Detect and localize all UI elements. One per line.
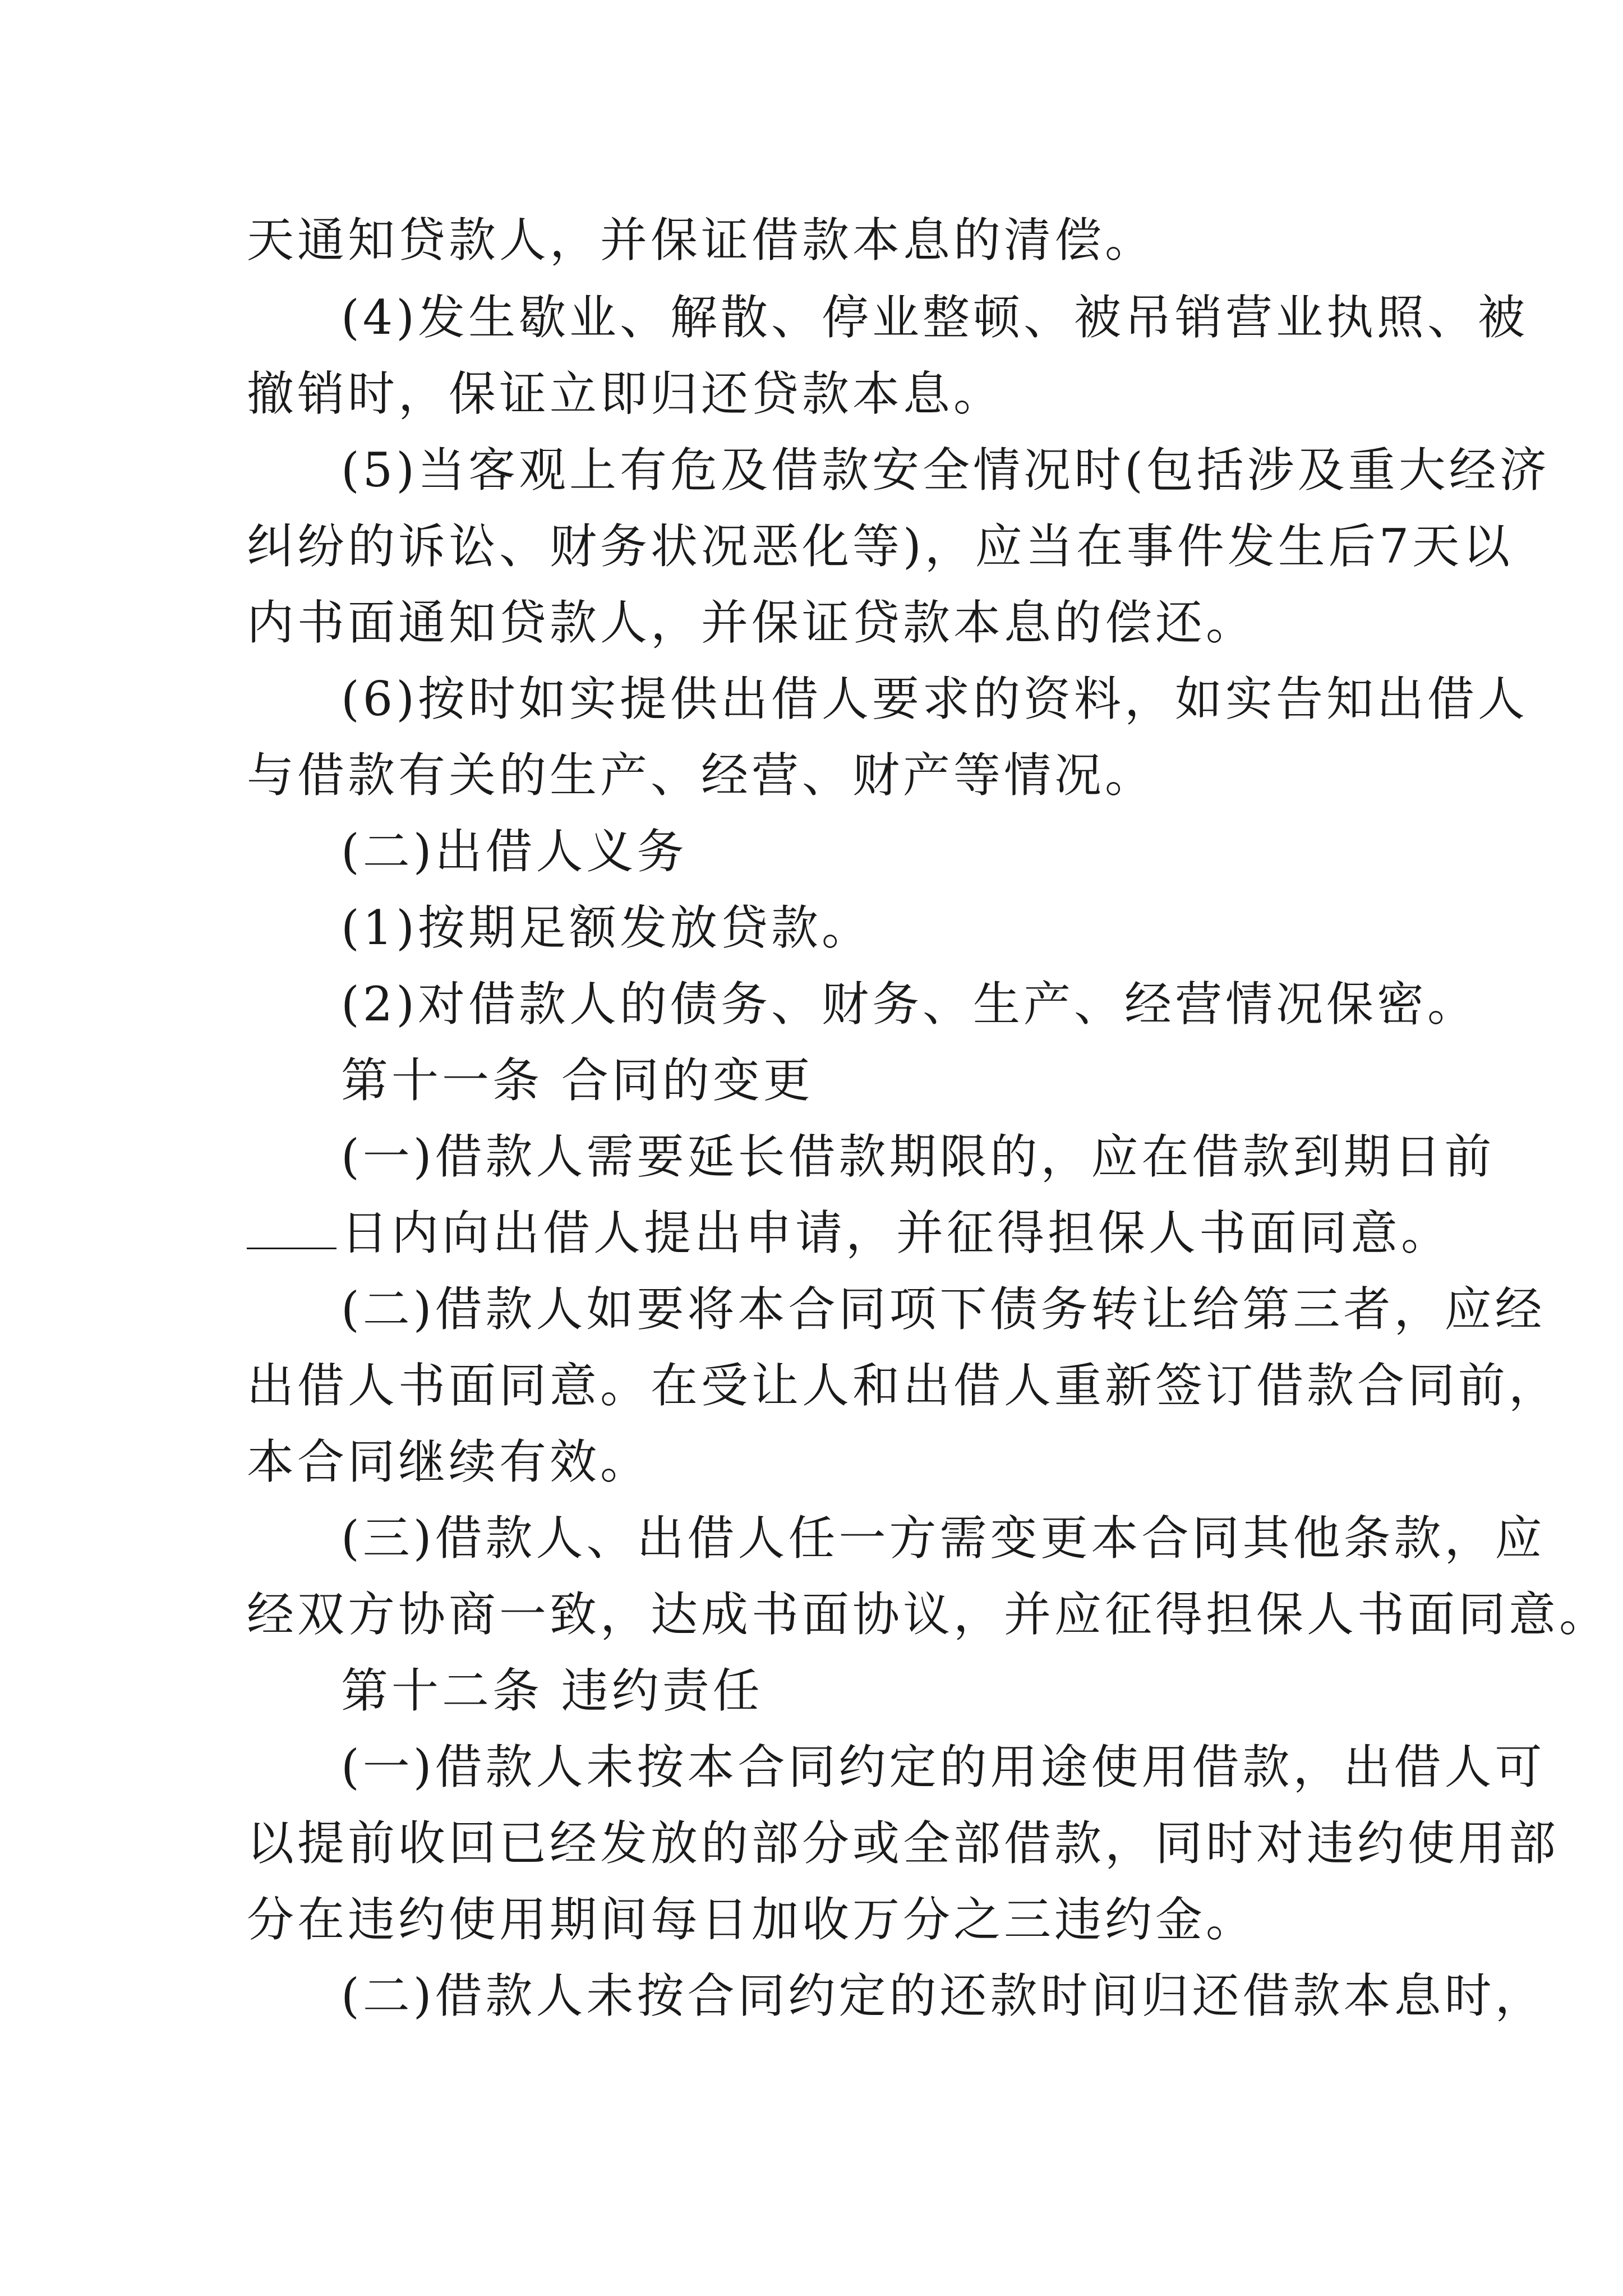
article-heading: 第十一条 合同的变更 [341, 1053, 814, 1108]
fill-in-blank [247, 1208, 336, 1249]
paragraph-line: 分在违约使用期间每日加收万分之三违约金。 [247, 1892, 1257, 1947]
paragraph-line: (5)当客观上有危及借款安全情况时(包括涉及重大经济 [341, 443, 1550, 498]
paragraph-line: 出借人书面同意。在受让人和出借人重新签订借款合同前， [247, 1358, 1560, 1413]
paragraph-line: (一)借款人未按本合同约定的用途使用借款，出借人可 [341, 1740, 1546, 1795]
paragraph-line: (二)借款人未按合同约定的还款时间归还借款本息时， [341, 1968, 1546, 2023]
paragraph-line: 内书面通知贷款人，并保证贷款本息的偿还。 [247, 595, 1257, 650]
paragraph-line: 以提前收回已经发放的部分或全部借款，同时对违约使用部 [247, 1816, 1560, 1871]
paragraph-line: (4)发生歇业、解散、停业整顿、被吊销营业执照、被 [341, 290, 1528, 345]
paragraph-line: (6)按时如实提供出借人要求的资料，如实告知出借人 [341, 671, 1528, 726]
paragraph-line: 经双方协商一致，达成书面协议，并应征得担保人书面同意。 [247, 1587, 1610, 1642]
paragraph-line-text: 日内向出借人提出申请，并征得担保人书面同意。 [341, 1205, 1452, 1260]
article-heading: 第十二条 违约责任 [341, 1663, 763, 1718]
paragraph-line: 撤销时，保证立即归还贷款本息。 [247, 366, 1004, 421]
paragraph-line: 与借款有关的生产、经营、财产等情况。 [247, 748, 1156, 803]
paragraph-line: (1)按期足额发放贷款。 [341, 900, 872, 955]
paragraph-line: 纠纷的诉讼、财务状况恶化等)，应当在事件发生后7天以 [247, 519, 1514, 574]
document-body [247, 202, 1610, 2034]
paragraph-line: (三)借款人、出借人任一方需变更本合同其他条款，应 [341, 1511, 1546, 1566]
paragraph-line: (二)借款人如要将本合同项下债务转让给第三者，应经 [341, 1282, 1546, 1337]
paragraph-line: 天通知贷款人，并保证借款本息的清偿。 [247, 213, 1156, 268]
paragraph-line-with-blank [247, 1195, 1452, 1271]
paragraph-line: (一)借款人需要延长借款期限的，应在借款到期日前 [341, 1129, 1495, 1184]
paragraph-line: (2)对借款人的债务、财务、生产、经营情况保密。 [341, 977, 1478, 1032]
section-heading: (二)出借人义务 [341, 824, 688, 879]
paragraph-line: 本合同继续有效。 [247, 1434, 651, 1489]
